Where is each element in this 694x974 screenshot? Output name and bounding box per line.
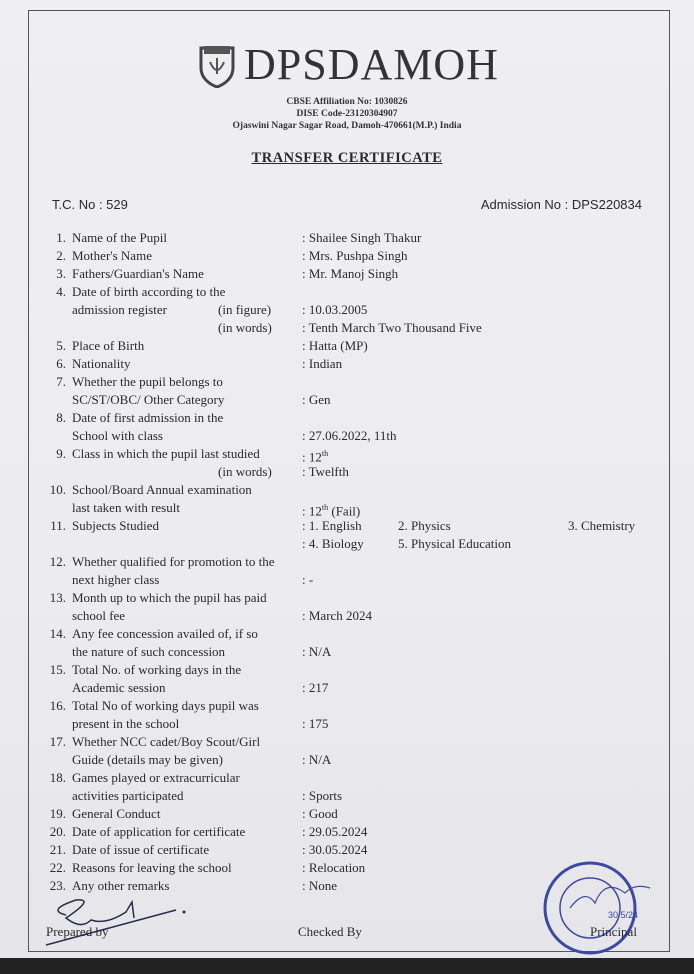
school-logo-row bbox=[198, 40, 499, 90]
field-label: activities participated bbox=[72, 788, 184, 803]
field-line bbox=[0, 463, 694, 481]
field-number: 6. bbox=[56, 356, 66, 371]
field-line bbox=[0, 751, 694, 769]
field-label: Any other remarks bbox=[72, 878, 170, 893]
field-line bbox=[0, 373, 694, 391]
field-value: : 12 bbox=[302, 503, 322, 519]
field-number: 2. bbox=[56, 248, 66, 263]
field-sublabel: (in figure) bbox=[218, 302, 272, 317]
field-label: admission register bbox=[72, 302, 167, 317]
checked-by-label: Checked By bbox=[298, 924, 362, 939]
field-line bbox=[0, 301, 694, 319]
field-value: : 29.05.2024 bbox=[302, 824, 368, 839]
field-value: : Gen bbox=[302, 392, 331, 407]
field-line bbox=[0, 787, 694, 805]
field-value: : Sports bbox=[302, 788, 343, 803]
field-line bbox=[0, 229, 694, 247]
field-line bbox=[0, 805, 694, 823]
field-label: Date of application for certificate bbox=[72, 824, 246, 839]
subject-item: 3. Chemistry bbox=[568, 518, 636, 533]
value-superscript: th bbox=[321, 503, 329, 512]
field-line bbox=[0, 427, 694, 445]
value-suffix: (Fail) bbox=[328, 503, 361, 519]
field-label: Subjects Studied bbox=[72, 518, 160, 533]
field-line bbox=[0, 697, 694, 715]
field-line bbox=[0, 589, 694, 607]
school-name: DPSDAMOH bbox=[244, 40, 499, 89]
field-line bbox=[0, 409, 694, 427]
field-value: : 12 bbox=[302, 449, 322, 465]
field-line bbox=[0, 283, 694, 301]
field-value: : N/A bbox=[302, 644, 332, 659]
field-line bbox=[0, 661, 694, 679]
background-edge bbox=[0, 958, 694, 974]
field-label: Reasons for leaving the school bbox=[72, 860, 232, 875]
field-number: 13. bbox=[49, 590, 66, 605]
field-number: 19. bbox=[49, 806, 66, 821]
affiliation-number: CBSE Affiliation No: 1030826 bbox=[286, 97, 408, 107]
field-label: Name of the Pupil bbox=[72, 230, 167, 245]
field-label: Academic session bbox=[72, 680, 166, 695]
field-value: : 10.03.2005 bbox=[302, 302, 368, 317]
field-number: 22. bbox=[49, 860, 66, 875]
field-line bbox=[0, 319, 694, 337]
field-label: Date of first admission in the bbox=[72, 410, 224, 425]
field-number: 16. bbox=[49, 698, 66, 713]
field-value: : 1. English bbox=[302, 518, 362, 533]
field-label: Class in which the pupil last studied bbox=[72, 446, 260, 461]
field-line bbox=[0, 355, 694, 373]
field-label: Place of Birth bbox=[72, 338, 145, 353]
field-label: Total No of working days pupil was bbox=[72, 698, 259, 713]
field-label: Total No. of working days in the bbox=[72, 662, 242, 677]
admission-number: Admission No : DPS220834 bbox=[480, 197, 642, 212]
field-number: 3. bbox=[56, 266, 66, 281]
field-line bbox=[0, 571, 694, 589]
field-number: 9. bbox=[56, 446, 66, 461]
field-line bbox=[0, 733, 694, 751]
field-label: SC/ST/OBC/ Other Category bbox=[72, 392, 225, 407]
field-label: General Conduct bbox=[72, 806, 161, 821]
field-value: : Shailee Singh Thakur bbox=[302, 230, 422, 245]
field-line bbox=[0, 391, 694, 409]
field-number: 8. bbox=[56, 410, 66, 425]
field-label: school fee bbox=[72, 608, 126, 623]
prepared-by-label: Prepared by bbox=[46, 924, 109, 939]
field-label: Month up to which the pupil has paid bbox=[72, 590, 267, 605]
field-number: 4. bbox=[56, 284, 66, 299]
field-number: 12. bbox=[49, 554, 66, 569]
field-line bbox=[0, 679, 694, 697]
field-label: Guide (details may be given) bbox=[72, 752, 223, 767]
field-label: Mother's Name bbox=[72, 248, 152, 263]
field-line bbox=[0, 481, 694, 499]
field-value: : Indian bbox=[302, 356, 343, 371]
field-value: : 4. Biology bbox=[302, 536, 364, 551]
field-label: Whether qualified for promotion to the bbox=[72, 554, 275, 569]
field-number: 21. bbox=[49, 842, 66, 857]
field-value: : Relocation bbox=[302, 860, 366, 875]
field-line bbox=[0, 553, 694, 571]
field-line bbox=[0, 841, 694, 859]
field-value: : - bbox=[302, 572, 314, 587]
field-value: : 27.06.2022, 11th bbox=[302, 428, 397, 443]
field-label: Games played or extracurricular bbox=[72, 770, 240, 785]
field-label: Whether NCC cadet/Boy Scout/Girl bbox=[72, 734, 261, 749]
field-line bbox=[0, 517, 694, 535]
subject-item: 2. Physics bbox=[398, 518, 451, 533]
field-label: present in the school bbox=[72, 716, 180, 731]
field-number: 20. bbox=[49, 824, 66, 839]
field-number: 18. bbox=[49, 770, 66, 785]
field-line bbox=[0, 445, 694, 463]
field-value: : Mrs. Pushpa Singh bbox=[302, 248, 408, 263]
document-title: TRANSFER CERTIFICATE bbox=[251, 150, 443, 166]
field-number: 11. bbox=[50, 518, 66, 533]
field-label: Date of issue of certificate bbox=[72, 842, 210, 857]
school-address: Ojaswini Nagar Sagar Road, Damoh-470661(M.P.) India bbox=[232, 121, 462, 131]
field-sublabel: (in words) bbox=[218, 464, 272, 479]
field-line bbox=[0, 643, 694, 661]
dise-code: DISE Code-23120304907 bbox=[296, 109, 398, 119]
field-value: : N/A bbox=[302, 752, 332, 767]
field-label: Nationality bbox=[72, 356, 131, 371]
field-label: the nature of such concession bbox=[72, 644, 226, 659]
field-label: School with class bbox=[72, 428, 163, 443]
tc-number: T.C. No : 529 bbox=[52, 197, 128, 212]
field-label: last taken with result bbox=[72, 500, 180, 515]
field-line bbox=[0, 769, 694, 787]
field-line bbox=[0, 625, 694, 643]
field-number: 15. bbox=[49, 662, 66, 677]
field-value: : Mr. Manoj Singh bbox=[302, 266, 399, 281]
field-number: 14. bbox=[49, 626, 66, 641]
field-label: next higher class bbox=[72, 572, 160, 587]
field-line bbox=[0, 247, 694, 265]
field-label: Whether the pupil belongs to bbox=[72, 374, 223, 389]
field-line bbox=[0, 607, 694, 625]
field-line bbox=[0, 535, 694, 553]
school-crest-icon bbox=[198, 42, 236, 88]
school-stamp-icon bbox=[540, 858, 660, 958]
field-number: 23. bbox=[49, 878, 66, 893]
field-value: : 30.05.2024 bbox=[302, 842, 368, 857]
signature-date: 30/5/24 bbox=[608, 910, 639, 920]
field-value: : Hatta (MP) bbox=[302, 338, 368, 353]
field-value: : 175 bbox=[302, 716, 329, 731]
field-line bbox=[0, 715, 694, 733]
field-line bbox=[0, 337, 694, 355]
field-number: 5. bbox=[56, 338, 66, 353]
prepared-by-signature-icon bbox=[36, 890, 196, 950]
field-number: 7. bbox=[56, 374, 66, 389]
field-value: : Tenth March Two Thousand Five bbox=[302, 320, 482, 335]
field-label: Date of birth according to the bbox=[72, 284, 226, 299]
field-line bbox=[0, 823, 694, 841]
field-number: 10. bbox=[49, 482, 66, 497]
field-number: 17. bbox=[49, 734, 66, 749]
field-label: Any fee concession availed of, if so bbox=[72, 626, 258, 641]
value-superscript: th bbox=[321, 449, 329, 458]
field-line bbox=[0, 499, 694, 517]
field-sublabel: (in words) bbox=[218, 320, 272, 335]
subject-item: 5. Physical Education bbox=[398, 536, 512, 551]
field-value: : 217 bbox=[302, 680, 329, 695]
field-value: : March 2024 bbox=[302, 608, 373, 623]
field-value: : Twelfth bbox=[302, 464, 349, 479]
field-value: : Good bbox=[302, 806, 338, 821]
field-number: 1. bbox=[56, 230, 66, 245]
field-line bbox=[0, 265, 694, 283]
field-label: School/Board Annual examination bbox=[72, 482, 252, 497]
field-value: : None bbox=[302, 878, 338, 893]
principal-label: Principal bbox=[590, 924, 637, 939]
field-label: Fathers/Guardian's Name bbox=[72, 266, 204, 281]
